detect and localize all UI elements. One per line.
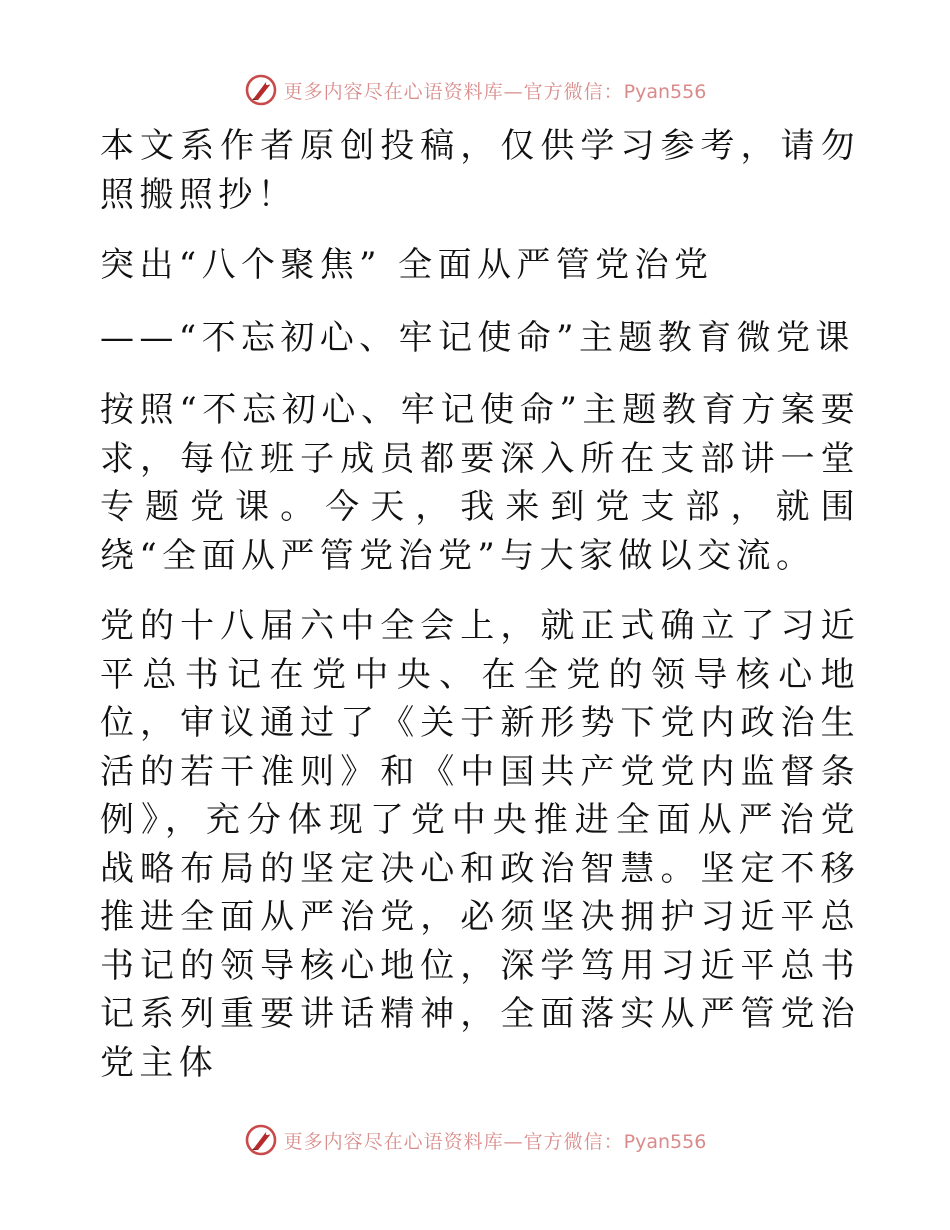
pen-nib-logo-icon [244,1123,278,1157]
footer-watermark [0,1120,950,1160]
document-title: 突出“八个聚焦” 全面从严管党治党 [100,245,714,285]
body-paragraph-2: 党的十八届六中全会上，就正式确立了习近平总书记在党中央、在全党的领导核心地位，审议通过了《关于新形势下党内政治生活的若干准则》和《中国共产党党内监督条例》，充分体现了党中央推进全面从严治党战略布局的坚定决心和政治智慧。坚定不移推进全面从严治党，必须坚决拥护习近平总书记的领导核心地位，深学笃用习近平总书记系列重要讲话精神，全面落实从严管党治党主体 [100,606,860,1083]
watermark-text: 更多内容尽在心语资料库—官方微信：Pyan556 [283,1130,707,1153]
header-watermark [0,70,950,110]
pen-nib-logo-icon [244,73,278,107]
body-paragraph-1: 按照“不忘初心、牢记使命”主题教育方案要求，每位班子成员都要深入所在支部讲一堂专题党课。今天，我来到党支部，就围绕“全面从严管党治党”与大家做以交流。 [100,390,860,576]
document-body [100,122,860,1087]
document-subtitle: ——“不忘初心、牢记使命”主题教育微党课 [100,317,855,358]
watermark-text: 更多内容尽在心语资料库—官方微信：Pyan556 [283,80,707,103]
disclaimer-text: 本文系作者原创投稿，仅供学习参考，请勿照搬照抄！ [100,126,860,215]
